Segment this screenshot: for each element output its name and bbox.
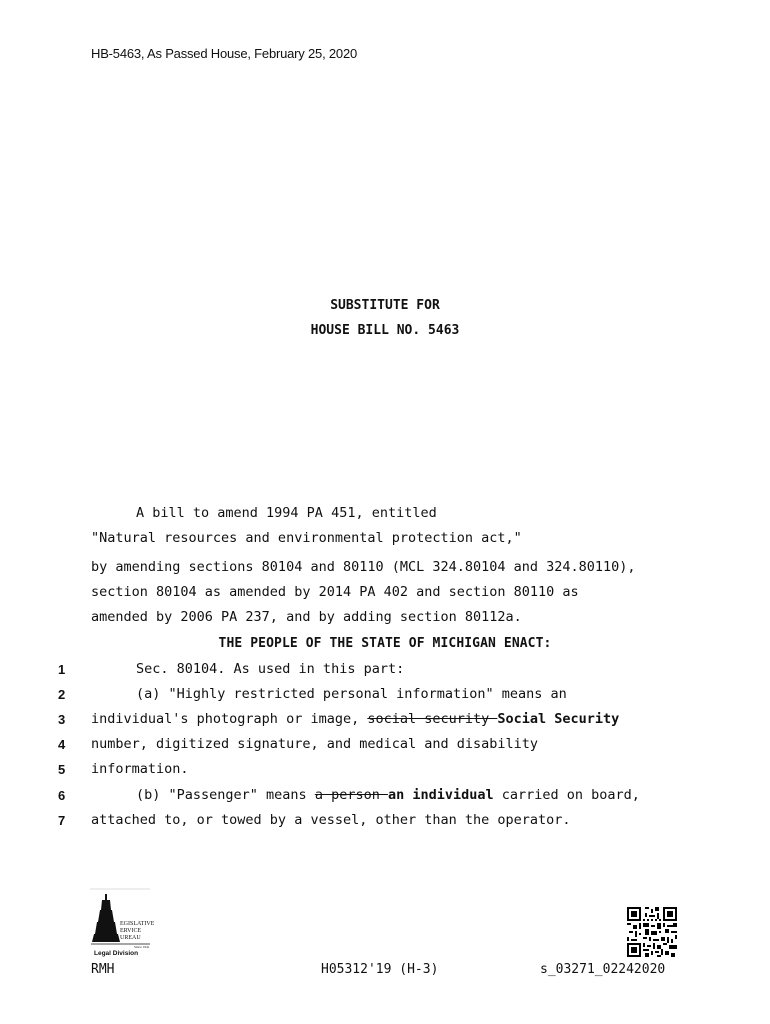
title-line-1: SUBSTITUTE FOR bbox=[330, 298, 440, 313]
bill-line-1: Sec. 80104. As used in this part: bbox=[136, 661, 405, 677]
logo-since: Since 1941 bbox=[134, 945, 150, 949]
line-number-6: 6 bbox=[58, 788, 66, 803]
struck-text: social security bbox=[367, 711, 498, 727]
line-number-4: 4 bbox=[58, 737, 66, 752]
intro-line-5: amended by 2006 PA 237, and by adding section 80112a. bbox=[91, 609, 522, 625]
line-number-3: 3 bbox=[58, 712, 66, 727]
bill-line-5: information. bbox=[91, 761, 189, 777]
intro-line-4: section 80104 as amended by 2014 PA 402 and section 80110 as bbox=[91, 584, 579, 600]
bill-line-3 bbox=[91, 711, 619, 727]
inserted-text: Social Security bbox=[497, 711, 620, 727]
bill-line-4: number, digitized signature, and medical and disability bbox=[91, 736, 539, 752]
footer-drafter: RMH bbox=[91, 962, 115, 977]
bill-line-6-text: (b) "Passenger" means bbox=[136, 787, 315, 803]
intro-line-1: A bill to amend 1994 PA 451, entitled bbox=[136, 505, 437, 521]
footer-draft-id: H05312'19 (H-3) bbox=[321, 962, 439, 977]
bill-line-6-text-end: carried on board, bbox=[493, 787, 640, 803]
line-number-1: 1 bbox=[58, 662, 66, 677]
bill-line-6 bbox=[136, 787, 640, 803]
struck-text: a person bbox=[314, 787, 388, 803]
bill-line-7: attached to, or towed by a vessel, other than the operator. bbox=[91, 812, 571, 828]
line-number-5: 5 bbox=[58, 762, 66, 777]
footer-file-id: s_03271_02242020 bbox=[540, 962, 666, 977]
enacting-clause: THE PEOPLE OF THE STATE OF MICHIGAN ENACT: bbox=[218, 636, 552, 651]
inserted-text: an individual bbox=[387, 787, 494, 803]
intro-line-3: by amending sections 80104 and 80110 (MCL 324.80104 and 324.80110), bbox=[91, 559, 636, 575]
line-number-7: 7 bbox=[58, 813, 66, 828]
logo-text-1: EGISLATIVE bbox=[120, 921, 154, 927]
qr-code-icon bbox=[627, 907, 677, 957]
document-header: HB-5463, As Passed House, February 25, 2020 bbox=[91, 46, 358, 61]
bill-line-3-text: individual's photograph or image, bbox=[91, 711, 368, 727]
title-line-2: HOUSE BILL NO. 5463 bbox=[310, 323, 460, 338]
logo-text-2: ERVICE bbox=[120, 928, 142, 934]
bill-line-2: (a) "Highly restricted personal information" means an bbox=[136, 686, 567, 702]
logo-text-3: UREAU bbox=[120, 935, 141, 941]
intro-line-2: "Natural resources and environmental protection act," bbox=[91, 530, 522, 546]
logo-caption: Legal Division bbox=[94, 950, 139, 957]
line-number-2: 2 bbox=[58, 687, 66, 702]
